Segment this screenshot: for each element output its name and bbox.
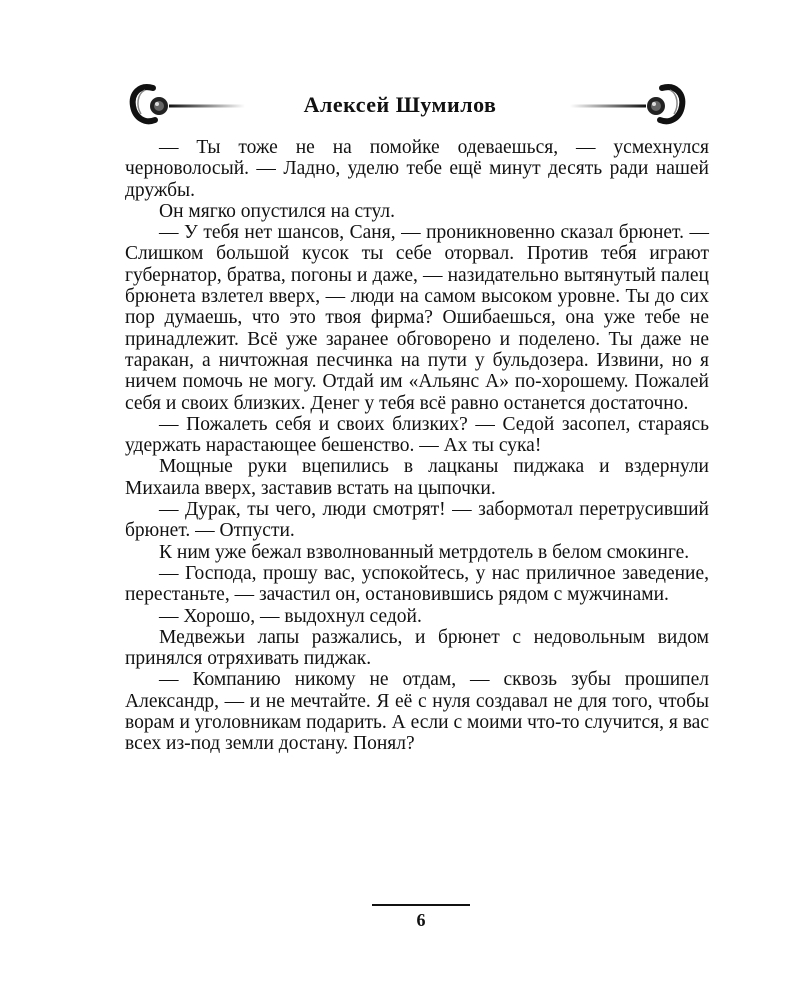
paragraph: — Дурак, ты чего, люди смотрят! — забормотал перетрусивший брюнет. — Отпусти. — [125, 499, 709, 542]
paragraph: — Компанию никому не отдам, — сквозь зубы прошипел Александр, — и не мечтайте. Я её с нуля создавал не для того, чтобы ворам и уголовникам подарить. А если с моими что-то случится, я вас всех из-под земли достану. Понял? — [125, 669, 709, 755]
paragraph: — Господа, прошу вас, успокойтесь, у нас приличное заведение, перестаньте, — зачастил он, остановившись рядом с мужчинами. — [125, 562, 709, 606]
page-number: 6 — [416, 910, 426, 930]
page-header — [0, 78, 800, 138]
paragraph: Мощные руки вцепились в лацканы пиджака и вздернули Михаила вверх, заставив встать на цыпочки. — [125, 456, 709, 499]
paragraph: К ним уже бежал взволнованный метрдотель в белом смокинге. — [159, 541, 690, 563]
paragraph: Медвежьи лапы разжались, и брюнет с недовольным видом принялся отряхивать пиджак. — [125, 626, 709, 670]
right-ornament-icon — [570, 78, 690, 138]
footer-rule — [372, 904, 470, 906]
paragraph: Он мягко опустился на стул. — [159, 200, 395, 222]
paragraph: — Пожалеть себя и своих близких? — Седой засопел, стараясь удержать нарастающее бешенство. — Ах ты сука! — [125, 413, 709, 457]
paragraph: — У тебя нет шансов, Саня, — проникновенно сказал брюнет. — Слишком большой кусок ты себе оторвал. Против тебя играют губернатор, братва, погоны и даже, — назидательно вытянутый палец брюнета взлетел вверх, — люди на самом высоком уровне. Ты до сих пор думаешь, что это твоя фирма? Ошибаешься, она уже тебе не принадлежит. Всё уже заранее обговорено и поделено. Ты даже не таракан, а ничтожная песчинка на пути у бульдозера. Извини, но я ничем помочь не могу. Отдай им «Альянс А» по-хорошему. Пожалей себя и своих близких. Денег у тебя всё равно останется достаточно. — [125, 222, 709, 414]
body-text — [125, 137, 709, 755]
running-head-author: Алексей Шумилов — [303, 92, 497, 117]
paragraph: — Хорошо, — выдохнул седой. — [159, 605, 422, 627]
paragraph: — Ты тоже не на помойке одеваешься, — усмехнулся черноволосый. — Ладно, уделю тебе ещё минут десять ради нашей дружбы. — [125, 137, 709, 201]
